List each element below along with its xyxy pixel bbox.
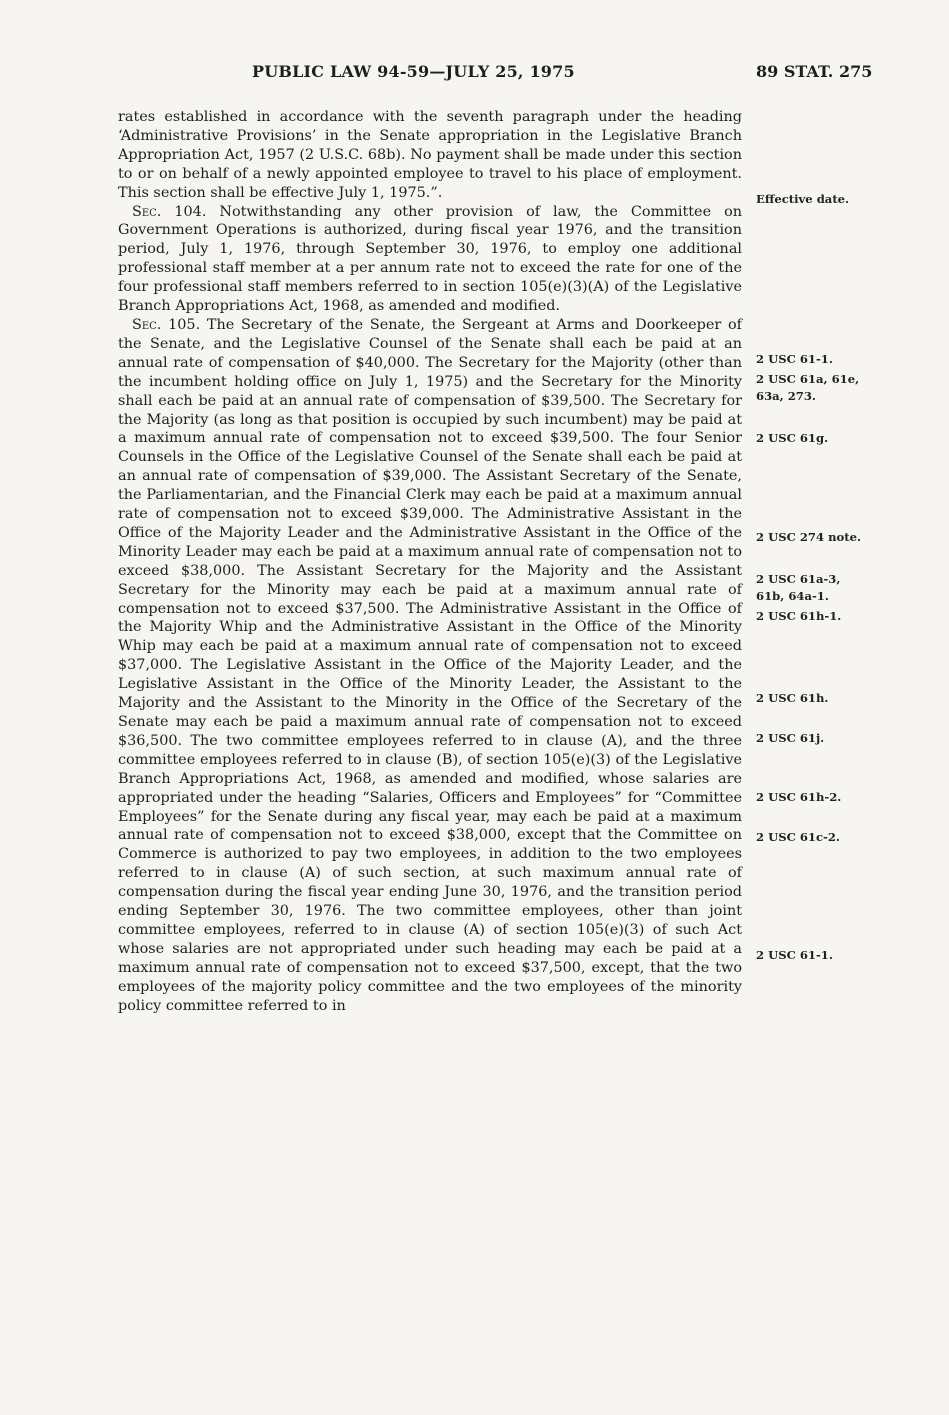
margin-note-citation: 2 USC 61-1. — [756, 948, 833, 962]
section-label: Sec. — [132, 316, 162, 333]
section-104-text: 104. Notwithstanding any other provision of law, the Committee on Government Operations is authorized, during fiscal year 1976, and the transition period, July 1, 1976, through September 30, 1976, to employ one additional professional staff member at a per annum rate not to exceed the rate for one of the four professional staff members referred to in section 105(e)(3)(A) of the Legislative Branch Appropriations Act, 1968, as amended and modified. — [118, 203, 742, 315]
paragraph-sec-105 — [118, 316, 742, 1016]
margin-note-citation: 61b, 64a-1. — [756, 589, 829, 603]
section-label: Sec. — [132, 203, 162, 220]
running-header-title: PUBLIC LAW 94-59—JULY 25, 1975 — [252, 62, 575, 81]
margin-note-citation: 2 USC 61h-2. — [756, 790, 842, 804]
margin-note-effective-date: Effective date. — [756, 192, 850, 206]
margin-note-citation: 63a, 273. — [756, 389, 816, 403]
paragraph-sec-104 — [118, 203, 742, 316]
section-105-text: 105. The Secretary of the Senate, the Sergeant at Arms and Doorkeeper of the Senate, and the Legislative Counsel of the Senate shall each be paid at an annual rate of compensation of $40,000. The Secretary for the Majority (other than the incumbent holding office on July 1, 1975) and the Secretary for the Minority shall each be paid at an annual rate of compensation of $39,500. The Secretary for the Majority (as long as that position is occupied by such incumbent) may be paid at a maximum annual rate of compensation not to exceed $39,500. The four Senior Counsels in the Office of the Legislative Counsel of the Senate shall each be paid at an annual rate of compensation of $39,000. The Assistant Secretary of the Senate, the Parliamentarian, and the Financial Clerk may each be paid at a maximum annual rate of compensation not to exceed $39,000. The Administrative Assistant in the Office of the Majority Leader and the Administrative Assistant in the Office of the Minority Leader may each be paid at a maximum annual rate of compensation not to exceed $38,000. The Assistant Secretary for the Majority and the Assistant Secretary for the Minority may each be paid at a maximum annual rate of compensation not to exceed $37,500. The Administrative Assistant in the Office of the Majority Whip and the Administrative Assistant in the Office of the Minority Whip may each be paid at a maximum annual rate of compensation not to exceed $37,000. The Legislative Assistant in the Office of the Majority Leader, and the Legislative Assistant in the Office of the Minority Leader, the Assistant to the Majority and the Assistant to the Minority in the Office of the Secretary of the Senate may each be paid a maximum annual rate of compensation not to exceed $36,500. The two committee employees referred to in clause (A), and the three committee employees referred to in clause (B), of section 105(e)(3) of the Legislative Branch Appropriations Act, 1968, as amended and modified, whose salaries are appropriated under the heading “Salaries, Officers and Employees” for “Committee Employees” for the Senate during any fiscal year, may each be paid at a maximum annual rate of compensation not to exceed $38,000, except that the Committee on Commerce is authorized to pay two employees, in addition to the two employees referred to in clause (A) of such section, at such maximum annual rate of compensation during the fiscal year ending June 30, 1976, and the transition period ending September 30, 1976. The two committee employees, other than joint committee employees, referred to in clause (A) of section 105(e)(3) of such Act whose salaries are not appropriated under such heading may each be paid at a maximum annual rate of compensation not to exceed $37,500, except, that the two employees of the majority policy committee and the two employees of the minority policy committee referred to in — [118, 316, 742, 1014]
margin-note-citation: 2 USC 61h. — [756, 691, 829, 705]
margin-note-citation: 2 USC 274 note. — [756, 530, 862, 544]
margin-note-citation: 2 USC 61c-2. — [756, 830, 840, 844]
margin-note-citation: 2 USC 61a, 61e, — [756, 372, 860, 386]
statute-page-number: 89 STAT. 275 — [756, 62, 873, 81]
margin-note-citation: 2 USC 61h-1. — [756, 609, 842, 623]
body-text — [118, 108, 742, 1016]
margin-note-citation: 2 USC 61g. — [756, 431, 829, 445]
paragraph-continuation: rates established in accordance with the seventh paragraph under the heading ‘Administrative Provisions’ in the Senate appropriation in the Legislative Branch Appropriation Act, 1957 (2 U.S.C. 68b). No payment shall be made under this section to or on behalf of a newly appointed employee to travel to his place of employment. This section shall be effective July 1, 1975.”. — [118, 109, 742, 201]
margin-note-citation: 2 USC 61-1. — [756, 352, 833, 366]
margin-note-citation: 2 USC 61a-3, — [756, 572, 841, 586]
margin-note-citation: 2 USC 61j. — [756, 731, 825, 745]
